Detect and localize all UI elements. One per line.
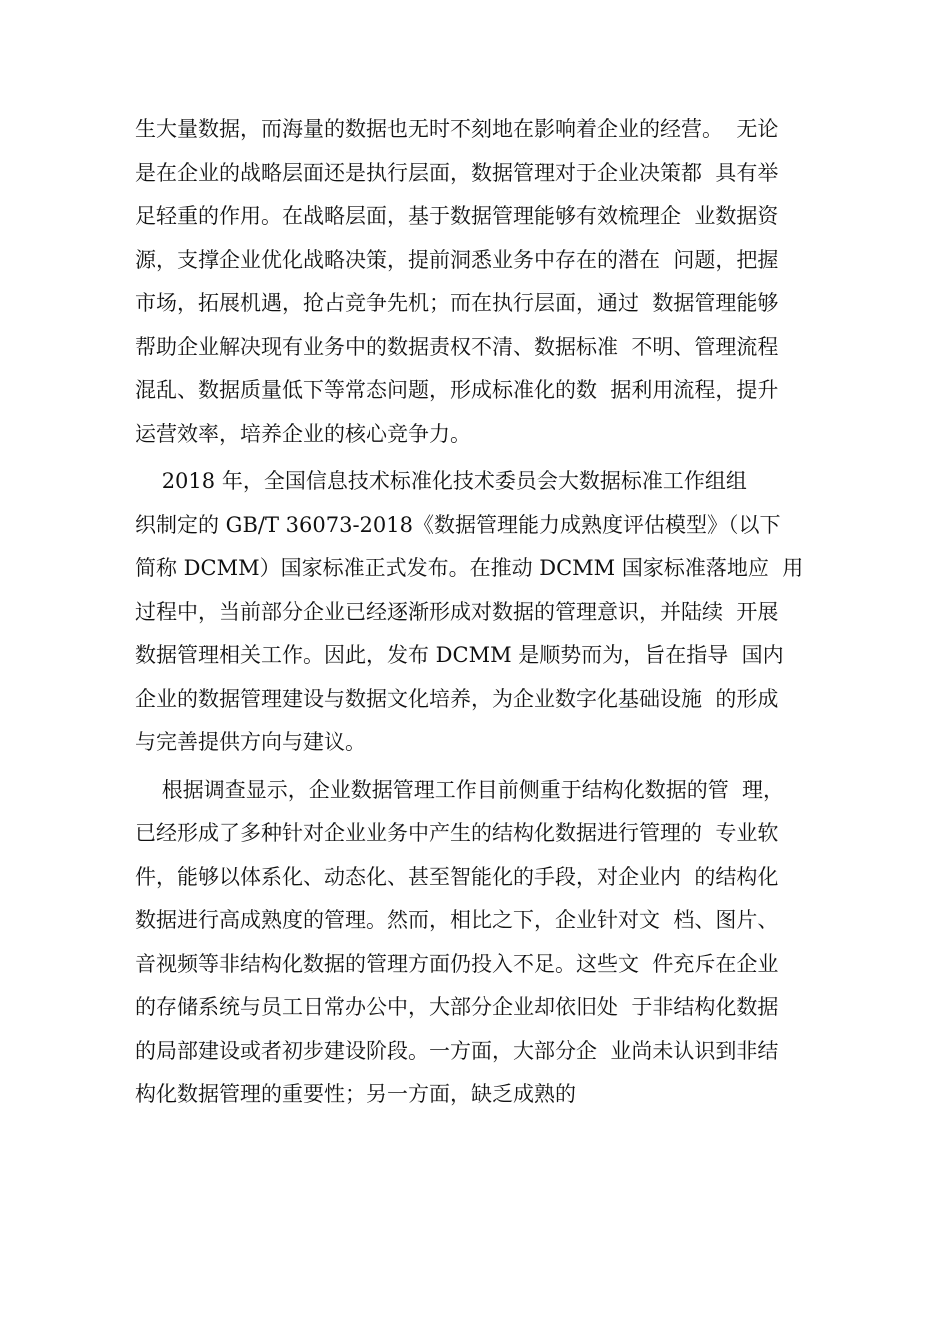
paragraph-1 [135,108,825,456]
text-line: 数据进行高成熟度的管理。然而，相比之下，企业针对文 档、图片、 [135,908,779,932]
paragraph-2 [135,460,825,765]
text-line: 根据调查显示，企业数据管理工作目前侧重于结构化数据的管 理， [135,777,785,802]
text-line: 市场，拓展机遇，抢占竞争先机；而在执行层面，通过 数据管理能够 [135,291,779,315]
text-line: 源，支撑企业优化战略决策，提前洞悉业务中存在的潜在 问题，把握 [135,247,779,272]
text-line: 帮助企业解决现有业务中的数据责权不清、数据标准 不明、管理流程 [135,334,779,359]
body-text [135,108,825,1117]
text-line: 生大量数据，而海量的数据也无时不刻地在影响着企业的经营。 无论 [135,117,779,141]
text-line: 构化数据管理的重要性；另一方面，缺乏成熟的 [135,1082,576,1106]
text-line: 是在企业的战略层面还是执行层面，数据管理对于企业决策都 具有举 [135,160,779,185]
text-line: 过程中，当前部分企业已经逐渐形成对数据的管理意识，并陆续 开展 [135,599,779,624]
text-line: 与完善提供方向与建议。 [135,730,366,754]
text-line: 织制定的 GB/T 36073-2018《数据管理能力成熟度评估模型》（以下 [135,512,781,537]
text-line: 企业的数据管理建设与数据文化培养，为企业数字化基础设施 的形成 [135,686,779,711]
text-line: 的存储系统与员工日常办公中，大部分企业却依旧处 于非结构化数据 [135,995,779,1019]
text-line: 2018 年，全国信息技术标准化技术委员会大数据标准工作组组 [135,469,747,493]
text-line: 音视频等非结构化数据的管理方面仍投入不足。这些文 件充斥在企业 [135,951,779,976]
text-line: 运营效率，培养企业的核心竞争力。 [135,421,471,446]
text-line: 的局部建设或者初步建设阶段。一方面，大部分企 业尚未认识到非结 [135,1038,779,1063]
text-line: 件，能够以体系化、动态化、甚至智能化的手段，对企业内 的结构化 [135,864,779,889]
paragraph-3 [135,769,825,1117]
text-line: 足轻重的作用。在战略层面，基于数据管理能够有效梳理企 业数据资 [135,204,779,228]
text-line: 数据管理相关工作。因此，发布 DCMM 是顺势而为，旨在指导 国内 [135,643,784,667]
text-line: 简称 DCMM）国家标准正式发布。在推动 DCMM 国家标准落地应 用 [135,556,804,580]
text-line: 混乱、数据质量低下等常态问题，形成标准化的数 据利用流程，提升 [135,378,779,402]
text-line: 已经形成了多种针对企业业务中产生的结构化数据进行管理的 专业软 [135,821,779,845]
